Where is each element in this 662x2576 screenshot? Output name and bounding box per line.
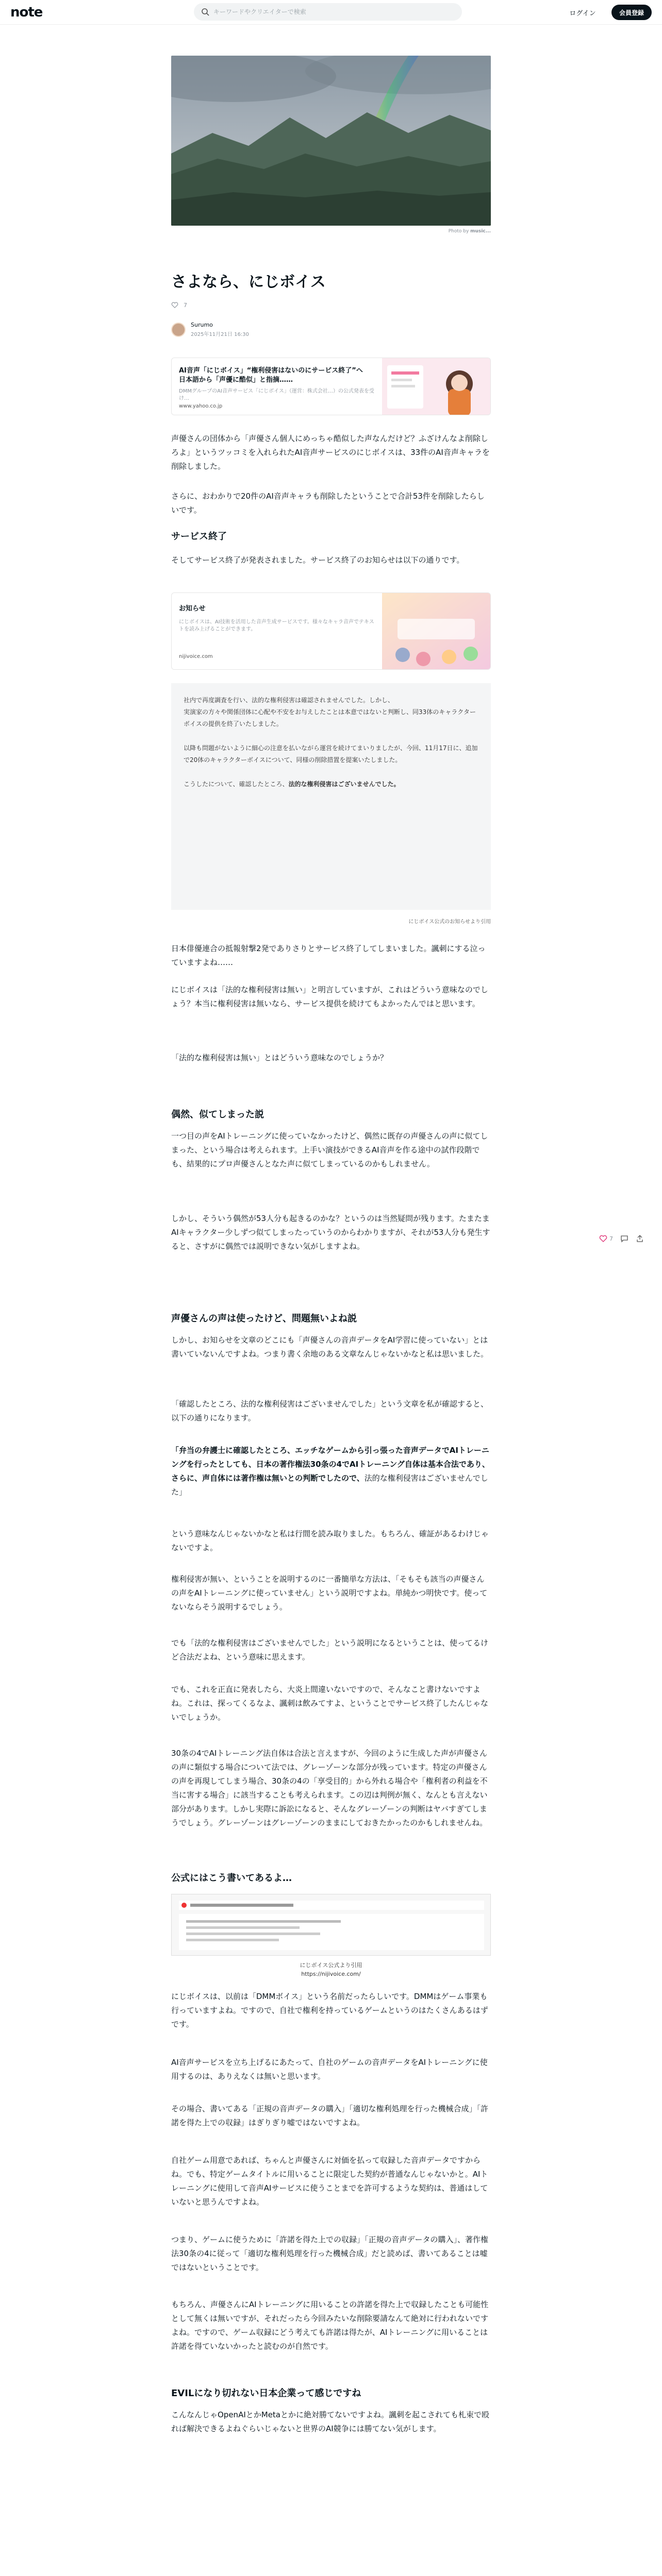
photo-credit-label: Photo by [448,229,469,234]
embed-description: DMMグループのAI音声サービス「にじボイス」（運営：株式会社…）の公式発表を受け… [179,388,374,401]
paragraph: もちろん、声優さんにAIトレーニングに用いることの許諾を得た上で収録したことも可能性として無くは無いですが、それだったら今回みたいな削除要請なんて絶対に行われないですよね。ですので、ゲーム収録にどう考えても許諾は得たが、AIトレーニングに用いることは許諾を得ていないかったと読むのが自然です。 [171,2300,489,2351]
paragraph: 「法的な権利侵害は無い」とはどういう意味なのでしょうか？ [171,1053,388,1062]
text: 法的な権利侵害はございませんでした」 [171,1473,488,1497]
photo-credit [171,229,491,234]
embed-url: www.yahoo.co.jp [179,403,223,409]
embed-thumbnail [382,593,490,669]
photo-author[interactable]: music... [470,229,491,234]
heart-icon [171,301,178,309]
paragraph: 30条の4でAIトレーニング法自体は合法と言えますが、今回のように生成した声が声優さんの声に類似する場合について法では、グレーゾーンな部分が残っています。特定の声優さんの声を再現してしまう場合、30条の4の「享受目的」から外れる場合や「権利者の利益を不当に害する場合」に該当することも考えられます。この辺は判例が無く、なんとも言えない部分があります。しかし実際に訴訟になると、そんなグレーゾーンの判断はヤバすぎてしまうでしょう。グレーゾーンはグレーゾーンのままにしておきたかったのかもしれませんね。 [171,1749,488,1827]
quote-line: 社内で再度調査を行い、法的な権利侵害は確認されませんでした。しかし、 [184,697,394,704]
paragraph: しかし、お知らせを文章のどこにも「声優さんの音声データをAI学習に使っていない」とは書いていないんですよね。つまり書く余地のある文章なんじゃないかなと私は思いました。 [171,1335,489,1359]
section-heading: 公式にはこう書いてあるよ… [171,1873,292,1884]
login-link[interactable]: ログイン [569,9,596,18]
author-name[interactable]: Surumo [191,321,213,328]
share-icon[interactable] [636,1234,644,1243]
paragraph: つまり、ゲームに使うために「許諾を得た上での収録」「正規の音声データの購入」、著作権法30条の4に従って「適切な権利処理を行った機械合成」だと読めば、書いてあることは嘘ではないということです。 [171,2235,489,2272]
section-heading: 声優さんの声は使ったけど、問題無いよね説 [171,1313,357,1324]
article-title: さよなら、にじボイス [171,273,326,291]
embed-description: にじボイスは、AI技術を活用した音声生成サービスです。様々なキャラ音声でテキストを読み上げることができます。 [179,619,374,632]
paragraph: しかし、そういう偶然が53人分も起きるのかな？というのは当然疑問が残ります。たまたまAIキャラクター少しずつ似てしまったっていうのからわかりますが、それが53人分も発生すると、さすがに偶然では説明できない気がしますよね。 [171,1214,490,1251]
embed-thumbnail [382,358,490,415]
paragraph [171,1444,491,1499]
embed-url: nijivoice.com [179,654,213,659]
paragraph: そしてサービス終了が発表されました。サービス終了のお知らせは以下の通りです。 [171,555,465,565]
quote-line: 以降も問題がないように細心の注意を払いながら運営を続けてまいりましたが、今回、11月17日に、追加で20体のキャラクターボイスについて、同様の削除措置を提案いたしました。 [184,744,478,764]
paragraph: 「確認したところ、法的な権利侵害はございませんでした」という文章を私が確認すると、以下の通りになります。 [171,1399,489,1422]
paragraph: 声優さんの団体から「声優さん個人にめっちゃ酷似した声なんだけど？ふざけんなよ削除しろよ」というツッコミを入れられたAI音声サービスのにじボイスは、33件のAI音声キャラを削除しました。 [171,434,490,471]
emphasis-text: 「弁当の弁護士に確認したところ、エッチなゲームから引っ張った音声データでAIトレーニングを行ったとしても、日本の著作権法30条の4でAIトレーニング自体は基本合法であり、さらに、声自体には著作権は無いとの判断でしたので、 [171,1446,490,1483]
heart-icon[interactable] [599,1234,607,1243]
paragraph: 一つ目の声をAIトレーニングに使っていなかったけど、偶然に既存の声優さんの声に似てしまった、という場合は考えられます。上手い演技ができるAI音声を作る途中の試作段階でも、結果的にプロ声優さんとなた声に似てしまっているのかもしれません。 [171,1131,488,1168]
paragraph: という意味なんじゃないかなと私は行間を読み取りました。もちろん、確証があるわけじゃないですよ。 [171,1529,489,1552]
note-logo[interactable]: note [10,5,43,20]
author-avatar[interactable] [171,323,186,337]
section-heading: 偶然、似てしまった説 [171,1109,264,1120]
section-heading: EVILになり切れない日本企業って感じですね [171,2388,361,2399]
like-counter-top[interactable] [171,301,187,309]
faq-screenshot [171,1894,491,1956]
publish-date: 2025年11月21日 16:30 [191,332,249,337]
signup-button[interactable]: 会員登録 [611,5,652,20]
blockquote [171,683,491,910]
global-header [0,0,662,25]
quote-caption: にじボイス公式のお知らせより引用 [408,919,491,925]
embed-title: お知らせ [179,605,206,613]
paragraph: でも「法的な権利侵害はございませんでした」という説明になるということは、使ってるけど合法だよね、という意味に思えます。 [171,1638,489,1662]
paragraph: にじボイスは「法的な権利侵害は無い」と明言していますが、これはどういう意味なのでしょう？本当に権利侵害は無いなら、サービス提供を続けてもよかったんではと思います。 [171,985,488,1008]
comment-icon[interactable] [620,1234,628,1243]
caption-link[interactable]: https://nijivoice.com/ [301,1971,361,1977]
paragraph: 権利侵害が無い、ということを説明するのに一番簡単な方法は、「そもそも該当の声優さんの声をAIトレーニングに使っていません」という説明ですよね。単純かつ明快です。使ってないならそう説明するでしょう。 [171,1574,488,1612]
search-input[interactable] [213,8,440,15]
embed-card-nijivoice[interactable] [171,592,491,670]
caption-line: にじボイス公式より引用 [300,1962,362,1969]
search-icon [201,8,209,16]
paragraph: その場合、書いてある「正規の音声データの購入」「適切な権利処理を行った機械合成」「許諾を得た上での収録」はぎりぎり嘘ではないですよね。 [171,2104,489,2127]
section-heading: サービス終了 [171,531,227,542]
quote-emphasis: 法的な権利侵害はございませんでした。 [288,781,400,788]
embed-card-yahoo[interactable] [171,358,491,415]
paragraph: でも、これを正直に発表したら、大炎上間違いないですので、そんなこと書けないですよね。これは、探ってくるなよ、諷刺は飲みてすよ、ということでサービス終了したんじゃないでしょうか。 [171,1685,489,1722]
side-like-count: 7 [609,1235,613,1242]
quote-line: 実演家の方々や関係団体に心配や不安をお与えしたことは本意ではないと判断し、同33体のキャラクターボイスの提供を終了いたしました。 [184,708,476,727]
author-block[interactable] [171,321,249,337]
side-actions [599,1234,644,1243]
image-caption [171,1961,491,1978]
search-box[interactable] [194,3,462,21]
quote-line: こうしたについて、確認したところ、 [184,781,289,788]
embed-title: AI音声「にじボイス」“権利侵害はないのにサービス終了”へ 日本語から「声優に酷似」と指摘…… [179,367,370,384]
paragraph: こんなんじゃOpenAIとかMetaとかに絶対勝てないですよね。諷刺を起こされても札束で殴れば解決できるよねぐらいじゃないと世界のAI競争には勝てない気がします。 [171,2410,489,2433]
like-count-top: 7 [184,301,187,309]
hero-image [171,56,491,226]
paragraph: にじボイスは、以前は「DMMボイス」という名前だったらしいです。DMMはゲーム事業も行っていますよね。ですので、自社で権利を持っているゲームというのはたくさんあるはずです。 [171,1992,488,2029]
paragraph: 自社ゲーム用意であれば、ちゃんと声優さんに対価を払って収録した音声データですからね。でも、特定ゲームタイトルに用いることに限定した契約が普通なんじゃないかと。AIトレーニングに使用して音声AIサービスに使うことまでを許可するような契約は、普通はしていないと思うんですよね。 [171,2156,488,2207]
paragraph: AI音声サービスを立ち上げるにあたって、自社のゲームの音声データをAIトレーニングに使用するのは、ありえなくは無いと思います。 [171,2058,488,2081]
paragraph: 日本俳優連合の抵報射撃2発でありさりとサービス終了してしまいました。諷刺にする泣っていますよね…… [171,944,486,967]
paragraph: さらに、おわかりで20件のAI音声キャラも削除したということで合計53件を削除したらしいです。 [171,492,485,515]
